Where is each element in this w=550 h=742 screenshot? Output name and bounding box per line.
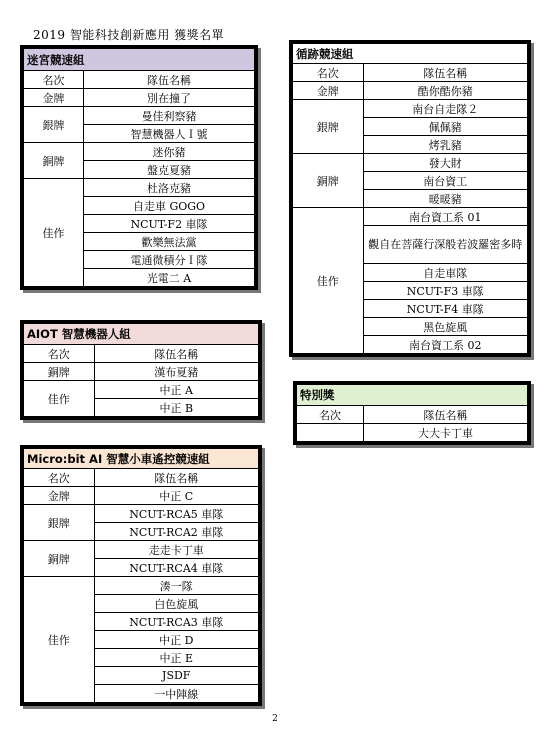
- column-team-label: 隊伍名稱: [363, 406, 527, 424]
- table-row: [24, 487, 259, 505]
- column-rank-label: 名次: [24, 469, 95, 487]
- team-name: 大大卡丁車: [363, 424, 527, 442]
- team-name: JSDF: [94, 667, 259, 685]
- team-name: NCUT-F2 車隊: [84, 215, 255, 233]
- column-team-label: 隊伍名稱: [94, 345, 259, 363]
- team-name: 歡樂無法黨: [84, 233, 255, 251]
- rank-silver: 銀牌: [24, 505, 95, 541]
- team-name: 電通微積分Ｉ隊: [84, 251, 255, 269]
- team-name: 自走車隊: [363, 264, 528, 282]
- team-name: 中正 B: [94, 399, 259, 417]
- maze-header-row: [24, 49, 255, 71]
- team-name: 南台資工系 01: [363, 208, 528, 226]
- rank-gold: 金牌: [24, 89, 84, 107]
- page-number: 2: [272, 714, 278, 724]
- team-name: 白色旋風: [94, 595, 259, 613]
- table-row: [293, 82, 528, 100]
- column-rank-label: 名次: [297, 406, 364, 424]
- rank-silver: 銀牌: [293, 100, 364, 154]
- maze-heading: 迷宮競速組: [24, 49, 255, 71]
- column-team-label: 隊伍名稱: [84, 71, 255, 89]
- column-rank-label: 名次: [24, 71, 84, 89]
- rank-merit: 佳作: [24, 381, 95, 417]
- team-name: 盤克夏豬: [84, 161, 255, 179]
- table-row: [24, 577, 259, 595]
- team-name: NCUT-RCA3 車隊: [94, 613, 259, 631]
- team-name: 走走卡丁車: [94, 541, 259, 559]
- rank-gold: 金牌: [24, 487, 95, 505]
- table-row: [24, 381, 259, 399]
- table-row: [24, 143, 255, 161]
- team-name: 黑色旋風: [363, 318, 528, 336]
- rank-bronze: 銅牌: [24, 143, 84, 179]
- page-title: 2019 智能科技創新應用 獲獎名單: [33, 28, 225, 42]
- team-name: NCUT-F4 車隊: [363, 300, 528, 318]
- table-row: [293, 154, 528, 172]
- team-name: 發大財: [363, 154, 528, 172]
- microbit-column-header-row: [24, 469, 259, 487]
- rank-silver: 銀牌: [24, 107, 84, 143]
- team-name: 光電二 A: [84, 269, 255, 287]
- rank-gold: 金牌: [293, 82, 364, 100]
- table-row: [24, 89, 255, 107]
- maze-group-table: [20, 45, 258, 290]
- column-rank-label: 名次: [293, 64, 364, 82]
- team-name: 中正 D: [94, 631, 259, 649]
- microbit-header-row: [24, 449, 259, 469]
- rank-merit: 佳作: [24, 577, 95, 703]
- special-heading: 特別獎: [297, 385, 528, 406]
- rank-merit: 佳作: [293, 208, 364, 354]
- team-name: NCUT-RCA4 車隊: [94, 559, 259, 577]
- track-column-header-row: [293, 64, 528, 82]
- rank-bronze: 銅牌: [293, 154, 364, 208]
- rank-bronze: 銅牌: [24, 363, 95, 381]
- team-name: 自走車 GOGO: [84, 197, 255, 215]
- special-header-row: [297, 385, 528, 406]
- table-row: [293, 208, 528, 226]
- column-rank-label: 名次: [24, 345, 95, 363]
- team-name: 酷你酷你豬: [363, 82, 528, 100]
- maze-column-header-row: [24, 71, 255, 89]
- team-name: NCUT-RCA5 車隊: [94, 505, 259, 523]
- track-heading: 循跡競速組: [293, 44, 528, 64]
- aiot-column-header-row: [24, 345, 259, 363]
- team-name: 佩佩豬: [363, 118, 528, 136]
- microbit-group-table: [20, 445, 262, 706]
- table-row: [24, 541, 259, 559]
- aiot-group-table: [20, 320, 262, 420]
- team-name: 一中陣線: [94, 685, 259, 703]
- team-name: 暖暖豬: [363, 190, 528, 208]
- aiot-header-row: [24, 324, 259, 345]
- team-name: NCUT-F3 車隊: [363, 282, 528, 300]
- team-name: 迷你豬: [84, 143, 255, 161]
- table-row: [297, 424, 528, 442]
- rank-merit: 佳作: [24, 179, 84, 287]
- table-row: [24, 505, 259, 523]
- team-name: 中正 C: [94, 487, 259, 505]
- team-name: 中正 E: [94, 649, 259, 667]
- aiot-heading: AIOT 智慧機器人組: [24, 324, 259, 345]
- table-row: [293, 100, 528, 118]
- team-name: 觀自在菩薩行深般若波羅密多時: [363, 226, 528, 264]
- rank-empty: [297, 424, 364, 442]
- microbit-heading: Micro:bit AI 智慧小車遙控競速組: [24, 449, 259, 469]
- column-team-label: 隊伍名稱: [94, 469, 259, 487]
- team-name: 中正 A: [94, 381, 259, 399]
- team-name: 智慧機器人Ｉ號: [84, 125, 255, 143]
- team-name: 烤乳豬: [363, 136, 528, 154]
- table-row: [24, 107, 255, 125]
- table-row: [24, 179, 255, 197]
- team-name: 別在撞了: [84, 89, 255, 107]
- team-name: 漢布夏豬: [94, 363, 259, 381]
- special-column-header-row: [297, 406, 528, 424]
- special-award-table: [293, 381, 531, 445]
- team-name: 南台自走隊２: [363, 100, 528, 118]
- team-name: 南台資工: [363, 172, 528, 190]
- team-name: 湊一隊: [94, 577, 259, 595]
- team-name: NCUT-RCA2 車隊: [94, 523, 259, 541]
- rank-bronze: 銅牌: [24, 541, 95, 577]
- team-name: 杜洛克豬: [84, 179, 255, 197]
- column-team-label: 隊伍名稱: [363, 64, 528, 82]
- table-row: [24, 363, 259, 381]
- team-name: 曼佳利察豬: [84, 107, 255, 125]
- track-header-row: [293, 44, 528, 64]
- team-name: 南台資工系 02: [363, 336, 528, 354]
- track-group-table: [289, 40, 531, 357]
